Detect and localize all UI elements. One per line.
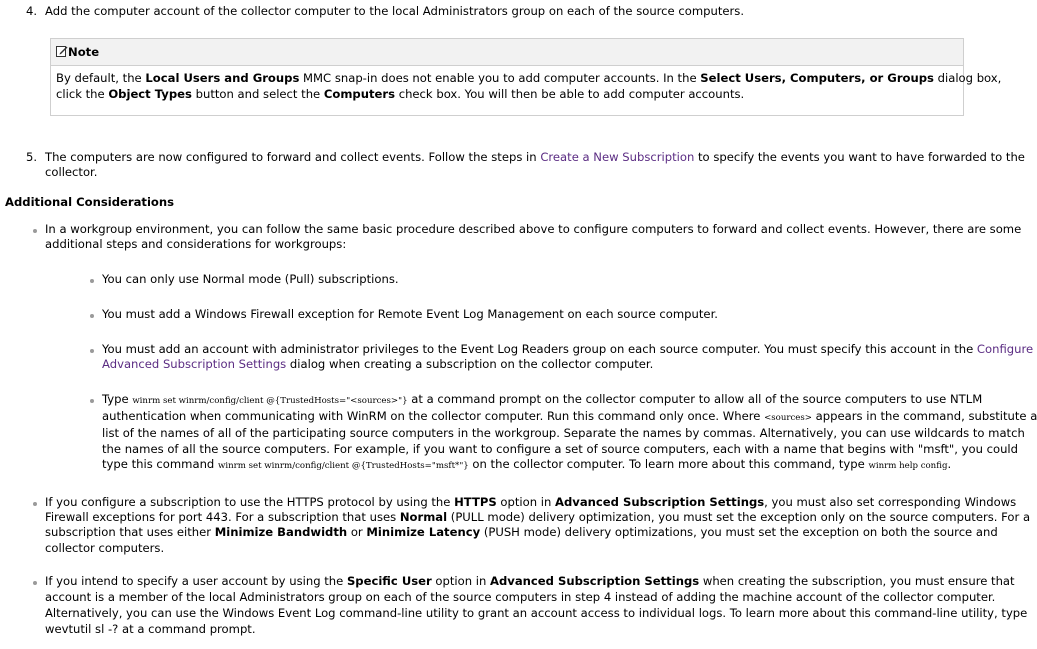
bullet-icon xyxy=(90,399,94,403)
configure-advanced-settings-link[interactable]: Configure xyxy=(976,342,1034,356)
note-pencil-icon xyxy=(56,45,68,57)
winrm-help-command: winrm help config xyxy=(868,461,948,471)
sub-item-4-line-5: type this command winrm set winrm/config/client @{TrustedHosts="msft*"} on the collector computer. To learn more about this command, type winrm help config. xyxy=(102,457,952,471)
bullet-icon xyxy=(33,581,37,585)
section-heading: Additional Considerations xyxy=(5,195,175,209)
bullet-icon xyxy=(90,279,94,283)
sub-item-4-line-3: list of the names of all of the participating source computers in the workgroup. Separate the names by commas. Alternatively, you can use wildcards to match xyxy=(102,426,1025,440)
sub-item-4-line-1: Type winrm set winrm/config/client @{TrustedHosts="<sources>"} at a command prompt on the collector computer to allow all of the source computers to use NTLM xyxy=(102,392,983,406)
winrm-msft-command: winrm set winrm/config/client @{TrustedHosts="msft*"} xyxy=(217,461,469,471)
https-line-2: Firewall exceptions for port 443. For a subscription that uses Normal (PULL mode) delivery optimization, you must set the exception only on the source computers. For a xyxy=(45,510,1031,524)
user-line-1: If you intend to specify a user account by using the Specific User option in Advanced Subscription Settings when creating the subscription, you must ensure that xyxy=(45,574,1015,588)
step-4-text: Add the computer account of the collector computer to the local Administrators group on each of the source computers. xyxy=(45,4,745,18)
https-line-4: collector computers. xyxy=(45,541,165,555)
bullet-icon xyxy=(90,349,94,353)
sub-item-2: You must add a Windows Firewall exception for Remote Event Log Management on each source computer. xyxy=(102,307,718,321)
bullet-icon xyxy=(90,314,94,318)
note-box xyxy=(50,38,1002,116)
workgroup-line-1: In a workgroup environment, you can follow the same basic procedure described above to configure computers to forward and collect events. However, there are some xyxy=(45,222,1022,236)
sub-item-4-line-4: the names of all the source computers. For example, if you want to configure a set of source computers, each with a name that begins with "msft", you could xyxy=(102,442,1019,456)
step-5-line-1: The computers are now configured to forward and collect events. Follow the steps in Create a New Subscription to specify the events you want to have forwarded to the xyxy=(45,150,1025,164)
note-line-2: click the Object Types button and select the Computers check box. You will then be able to add computer accounts. xyxy=(56,87,745,101)
configure-advanced-settings-link-cont[interactable]: Advanced Subscription Settings xyxy=(102,357,287,371)
user-line-4: wevtutil sl -? at a command prompt. xyxy=(45,622,256,636)
bullet-icon xyxy=(33,229,37,233)
note-header xyxy=(51,39,963,66)
sub-item-3-line-2: Advanced Subscription Settings dialog when creating a subscription on the collector computer. xyxy=(102,357,654,371)
sources-placeholder: <sources> xyxy=(764,413,812,423)
winrm-command: winrm set winrm/config/client @{TrustedHosts="<sources>"} xyxy=(132,396,408,406)
https-line-1: If you configure a subscription to use the HTTPS protocol by using the HTTPS option in Advanced Subscription Settings, you must also set corresponding Windows xyxy=(45,495,1017,509)
user-line-3: Alternatively, you can use the Windows Event Log command-line utility to grant an account access to individual logs. To learn more about this command-line utility, type xyxy=(45,606,1028,620)
sub-item-1: You can only use Normal mode (Pull) subscriptions. xyxy=(102,272,399,286)
step-5-line-2: collector. xyxy=(45,165,98,179)
sub-item-4-line-2: authentication when communicating with WinRM on the collector computer. Run this command only once. Where <sources> appears in the command, substitute a xyxy=(102,409,1037,423)
step-5-number: 5. xyxy=(26,150,38,164)
https-line-3: subscription that uses either Minimize Bandwidth or Minimize Latency (PUSH mode) delivery optimizations, you must set the exception on both the source and xyxy=(45,525,998,539)
sub-item-3-line-1: You must add an account with administrator privileges to the Event Log Readers group on each source computer. You must specify this account in the Configure xyxy=(102,342,1034,356)
workgroup-line-2: additional steps and considerations for workgroups: xyxy=(45,237,347,251)
bullet-icon xyxy=(33,502,37,506)
user-line-2: account is a member of the local Administrators group on each of the source computers in step 4 instead of adding the machine account of the collector computer. xyxy=(45,590,996,604)
note-line-1: By default, the Local Users and Groups MMC snap-in does not enable you to add computer accounts. In the Select Users, Computers, or Groups dialog box, xyxy=(56,71,1002,85)
create-subscription-link[interactable]: Create a New Subscription xyxy=(540,150,695,164)
note-title: Note xyxy=(68,45,100,59)
step-4-number: 4. xyxy=(26,4,38,18)
